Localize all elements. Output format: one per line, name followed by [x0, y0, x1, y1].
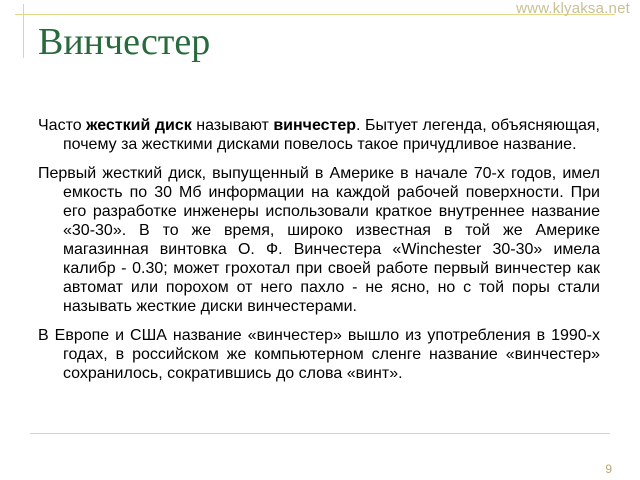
slide-body [38, 116, 600, 393]
paragraph-3: В Европе и США название «винчестер» вышло из употребления в 1990-х годах, в российском же компьютерном сленге название «винчестер» сохранилось, сократившись до слова «винт». [38, 327, 600, 382]
page-number: 9 [605, 462, 612, 476]
p1-text-c: называют [191, 117, 274, 134]
bottom-divider-line [30, 433, 610, 434]
paragraph-2: Первый жесткий диск, выпущенный в Америке в начале 70-х годов, имел емкость по 30 Мб информации на каждой рабочей поверхности. При его разработке инженеры использовали краткое внутреннее название «30-30». В то же время, широко известная в той же Америке магазинная винтовка О. Ф. Винчестера «Winchester 30-30» имела калибр - 0.30; может грохотал при своей работе первый винчестер как автомат или порохом от него пахло - не ясно, но с той поры стали называть жесткие диски винчестерами. [38, 165, 600, 315]
title-accent-line [23, 4, 24, 58]
paragraph-1 [38, 116, 600, 154]
p1-text-a: Часто [38, 117, 87, 134]
p1-bold-winchester: винчестер [273, 117, 357, 134]
site-watermark: www.klyaksa.net [516, 0, 630, 17]
slide-title: Винчестер [38, 21, 211, 63]
p1-bold-hdd: жесткий диск [86, 117, 192, 134]
p1-text-e: . Бытует легенда, объясняющая, почему за жесткими дисками повелось такое причудливое название. [63, 117, 600, 153]
